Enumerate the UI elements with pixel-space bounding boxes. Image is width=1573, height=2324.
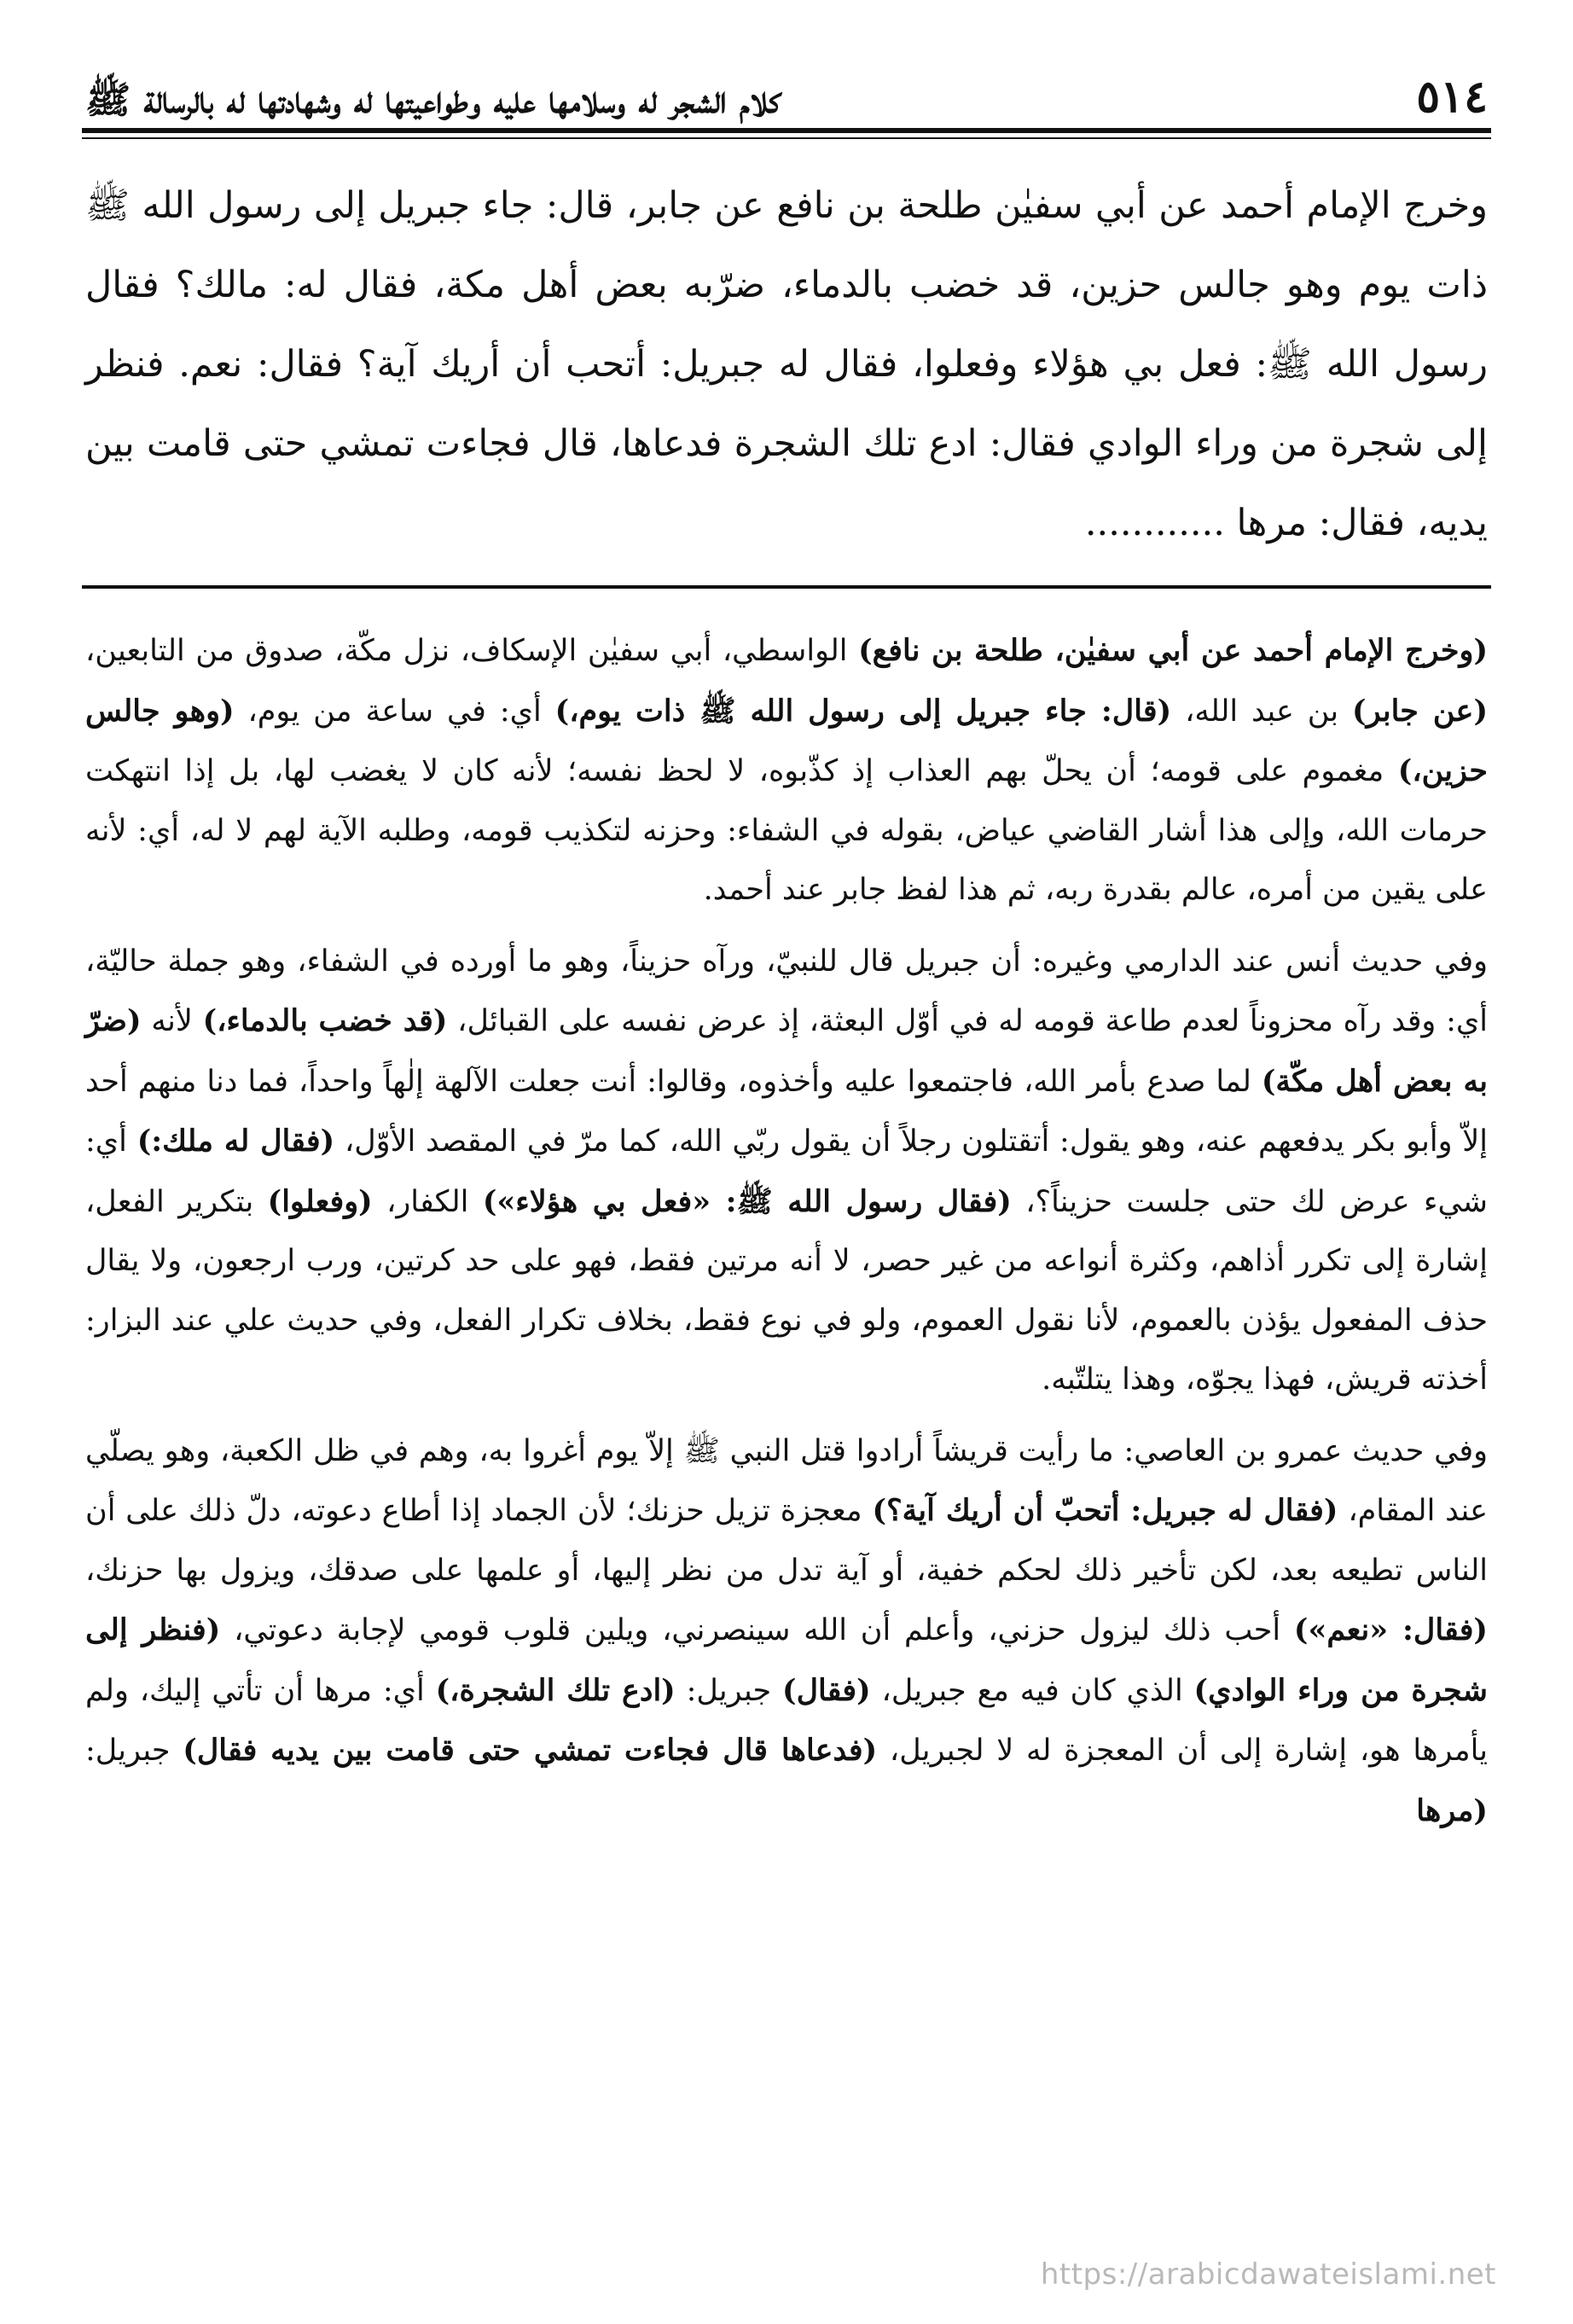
- commentary-text: لما صدع بأمر الله، فاجتمعوا عليه وأخذوه، وقالوا: أنت جعلت الآلهة إلٰهاً واحداً، فما دنا منهم أحد إلاّ وأبو بكر يدفعهم عنه، وهو يقول: أتقتلون رجلاً أن يقول ربّي الله، كما مرّ في المقصد الأوّل،: [85, 1064, 1488, 1159]
- running-header: [82, 51, 1491, 133]
- watermark-url: https://arabicdawateislami.net: [1040, 2257, 1496, 2292]
- commentary-text: مغموم على قومه؛ أن يحلّ بهم العذاب إذ كذّبوه، لا لحظ نفسه؛ لأنه كان لا يغضب لها، بل إذا انتهكت حرمات الله، وإلى هذا أشار القاضي عياض، بقوله في الشفاء: وحزنه لتكذيب قومه، وطلبه الآية لهم لا له، أي: لأنه على يقين من أمره، عالم بقدرة ربه، ثم هذا لفظ جابر عند أحمد.: [85, 754, 1488, 907]
- quoted-text: (مرها: [1416, 1792, 1488, 1828]
- quoted-text: (فقال رسول الله ﷺ: «فعل بي هؤلاء»): [482, 1183, 1012, 1219]
- commentary-paragraph-3: [85, 1422, 1488, 1842]
- quoted-text: (فقال له جبريل: أتحبّ أن أريك آية؟): [872, 1493, 1338, 1528]
- header-rule: [82, 137, 1491, 139]
- section-divider: [82, 585, 1491, 589]
- quoted-text: (عن جابر): [1352, 693, 1488, 729]
- quoted-text: (قال: جاء جبريل إلى رسول الله ﷺ ذات يوم،): [554, 693, 1172, 729]
- quoted-text: (فدعاها قال فجاءت تمشي حتى قامت بين يديه فقال): [183, 1733, 878, 1768]
- main-text-paragraph: وخرج الإمام أحمد عن أبي سفيٰن طلحة بن نافع عن جابر، قال: جاء جبريل إلى رسول الله ﷺ ذات يوم وهو جالس حزين، قد خضب بالدماء، ضرّبه بعض أهل مكة، فقال له: مالك؟ فقال رسول الله ﷺ: فعل بي هؤلاء وفعلوا، فقال له جبريل: أتحب أن أريك آية؟ فقال: نعم. فنظر إلى شجرة من وراء الوادي فقال: ادع تلك الشجرة فدعاها، قال فجاءت تمشي حتى قامت بين يديه، فقال: مرها ............: [85, 184, 1488, 544]
- running-title: كلام الشجر له وسلامها عليه وطواعيتها له وشهادتها له بالرسالة ﷺ: [85, 78, 781, 122]
- commentary-text: وفي حديث عمرو بن العاصي: ما رأيت قريشاً أرادوا قتل النبي ﷺ إلاّ يوم أغروا به، وهم في ظل الكعبة، وهو يصلّي عند المقام،: [85, 1433, 1488, 1528]
- quoted-text: (ضرّ به بعض أهل مكّة): [85, 1003, 1488, 1099]
- quoted-text: (وهو جالس حزين،): [85, 693, 1488, 788]
- commentary-paragraph-2: [85, 933, 1488, 1410]
- commentary-paragraph-1: [85, 621, 1488, 921]
- commentary-text: جبريل:: [675, 1673, 783, 1708]
- commentary-text: أي: مرها أن تأتي إليك، ولم يأمرها هو، إشارة إلى أن المعجزة له لا لجبريل،: [85, 1673, 1488, 1768]
- page-number: ٥١٤: [1416, 71, 1488, 123]
- quoted-text: (قد خضب بالدماء،): [202, 1003, 448, 1038]
- quoted-text: (فنظر إلى شجرة من وراء الوادي): [85, 1612, 1488, 1708]
- commentary-text: لأنه: [141, 1004, 203, 1038]
- quoted-text: (وخرج الإمام أحمد عن أبي سفيٰن، طلحة بن نافع): [858, 633, 1489, 668]
- quoted-text: (فقال: «نعم»): [1293, 1612, 1488, 1647]
- quoted-text: (فقال له ملك:): [136, 1124, 335, 1159]
- main-text: [82, 166, 1491, 563]
- commentary-text: بتكرير الفعل، إشارة إلى تكرر أذاهم، وكثرة أنواعه من غير حصر، لا أنه مرتين فقط، فهو على حد كرتين، ورب ارجعون، ولا يقال حذف المفعول يؤذن بالعموم، لأنا نقول العموم، ولو في نوع فقط، بخلاف تكرار الفعل، وفي حديث علي عند البزار: أخذته قريش، فهذا يجوّه، وهذا يتلتّبه.: [85, 1184, 1488, 1397]
- commentary-text: أحب ذلك ليزول حزني، وأعلم أن الله سينصرني، ويلين قلوب قومي لإجابة دعوتي،: [220, 1613, 1294, 1647]
- commentary-text: الواسطي، أبي سفيٰن الإسكاف، نزل مكّة، صدوق من التابعين،: [85, 634, 859, 668]
- commentary-text: أي: في ساعة من يوم،: [234, 694, 555, 729]
- commentary-text: الكفار،: [372, 1184, 483, 1219]
- commentary: [82, 621, 1491, 1841]
- quoted-text: (وفعلوا): [267, 1183, 373, 1219]
- commentary-text: أي: شيء عرض لك حتى جلست حزيناً؟،: [85, 1124, 1488, 1219]
- quoted-text: (فقال): [782, 1672, 871, 1708]
- commentary-text: الذي كان فيه مع جبريل،: [870, 1673, 1194, 1708]
- quoted-text: (ادع تلك الشجرة،): [435, 1672, 676, 1708]
- commentary-text: معجزة تزيل حزنك؛ لأن الجماد إذا أطاع دعوته، دلّ ذلك على أن الناس تطيعه بعد، لكن تأخير ذلك لحكم خفية، أو آية تدل من نظر إليها، أو علمها على صدقك، ويزول بها حزنك،: [85, 1494, 1488, 1588]
- commentary-text: جبريل:: [85, 1734, 183, 1768]
- book-page: [82, 51, 1491, 2269]
- commentary-text: بن عبد الله،: [1171, 694, 1353, 729]
- commentary-text: وفي حديث أنس عند الدارمي وغيره: أن جبريل قال للنبيّ، ورآه حزيناً، وهو ما أورده في الشفاء، وهو جملة حاليّة، أي: وقد رآه محزوناً لعدم طاعة قومه له في أوّل البعثة، إذ عرض نفسه على القبائل،: [85, 944, 1488, 1038]
